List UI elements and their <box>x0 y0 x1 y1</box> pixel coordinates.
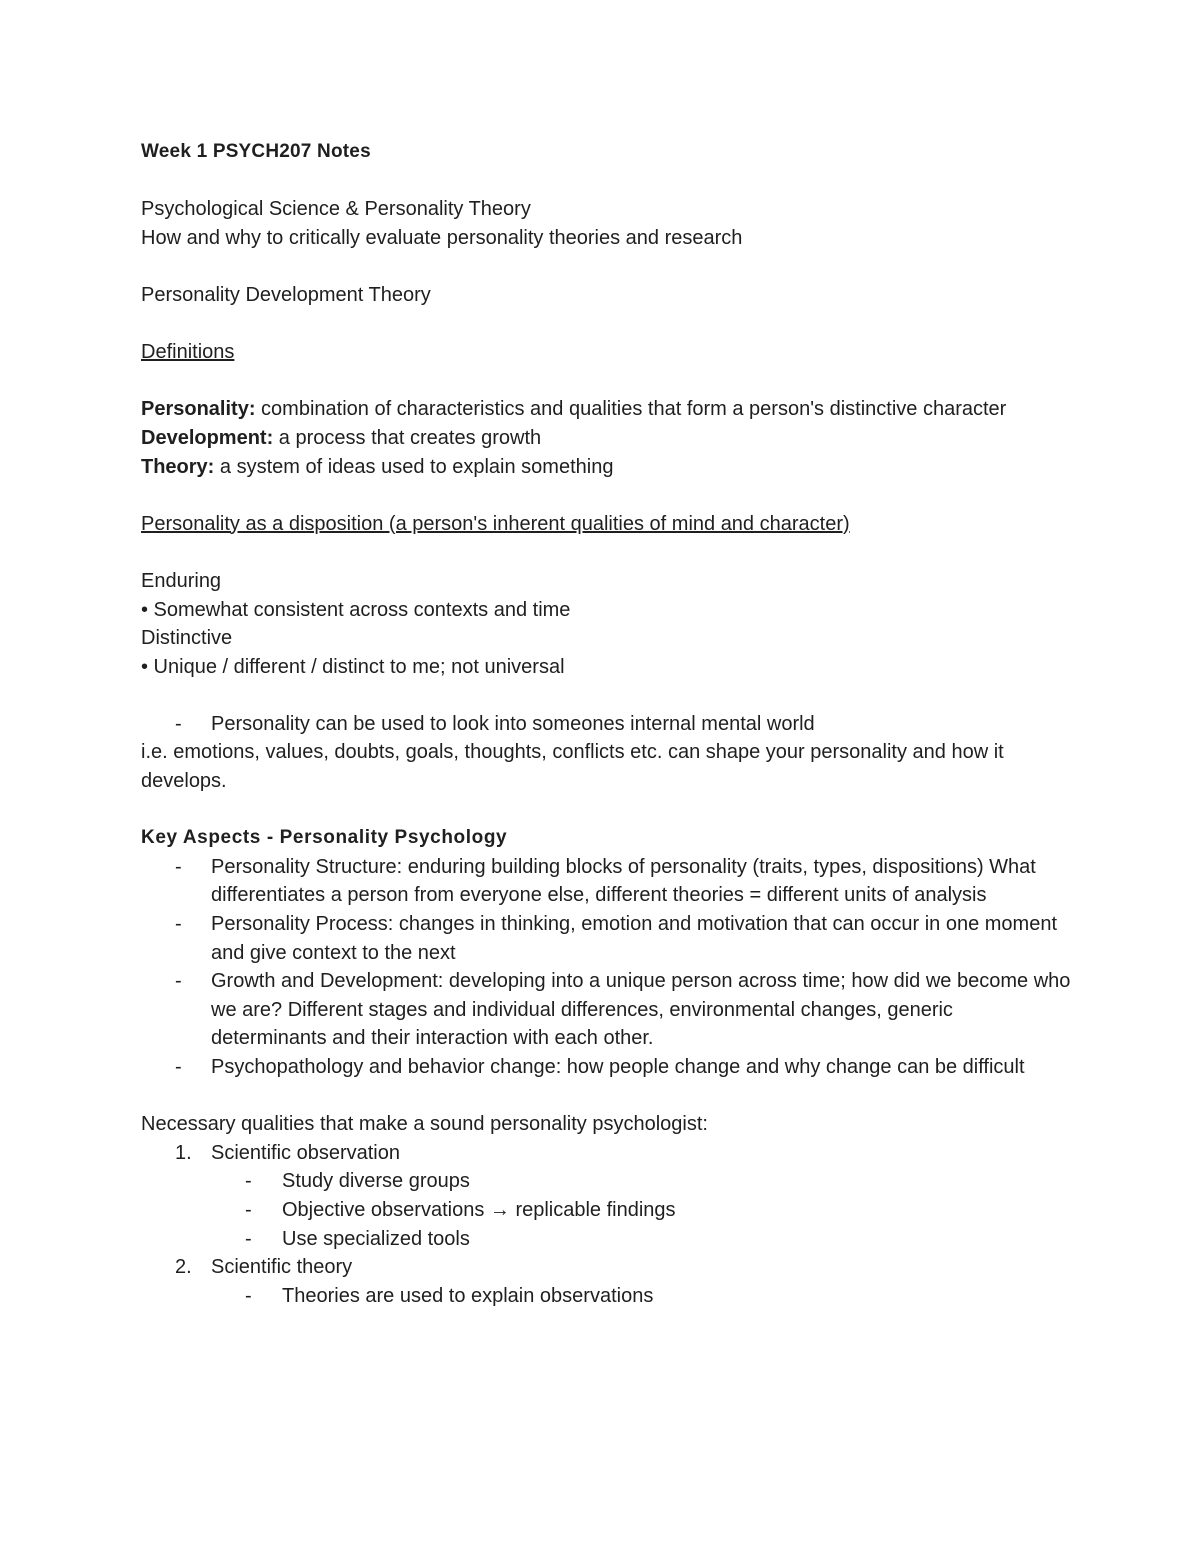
intro-line-2: How and why to critically evaluate personality theories and research <box>141 226 743 249</box>
disposition-heading: Personality as a disposition (a person's inherent qualities of mind and character) <box>141 512 850 535</box>
spacer <box>141 681 1071 710</box>
sub-list <box>141 1282 1071 1311</box>
list-item-text: Personality Process: changes in thinking, emotion and motivation that can occur in one moment and give context to the next <box>211 913 1058 964</box>
spacer <box>141 796 1071 825</box>
enduring-label: Enduring <box>141 569 222 592</box>
list-item-text: Use specialized tools <box>282 1227 470 1250</box>
qualities-list <box>141 1253 1071 1282</box>
definition-term: Development: <box>141 426 274 449</box>
list-item-text: Psychopathology and behavior change: how people change and why change can be difficult <box>211 1056 1025 1078</box>
intro-line-3: Personality Development Theory <box>141 283 431 306</box>
number-marker: 1. <box>175 1141 192 1164</box>
list-item-text: Study diverse groups <box>282 1170 470 1193</box>
spacer <box>141 252 1071 281</box>
dash-marker: - <box>175 1056 182 1078</box>
dash-marker: - <box>245 1198 252 1221</box>
dash-marker: - <box>175 970 182 993</box>
qualities-heading: Necessary qualities that make a sound personality psychologist: <box>141 1113 708 1136</box>
dash-marker: - <box>245 1170 252 1193</box>
sub-list-item <box>141 1167 1071 1196</box>
list-item-text: Objective observations → replicable findings <box>282 1198 676 1221</box>
number-marker: 2. <box>175 1256 192 1279</box>
list-item <box>141 967 1071 1053</box>
dash-marker: - <box>175 913 182 936</box>
list-item <box>141 1053 1071 1082</box>
definition-term: Theory: <box>141 455 215 478</box>
spacer <box>141 538 1071 567</box>
definition-text: a process that creates growth <box>273 426 542 449</box>
dash-marker: - <box>175 712 182 735</box>
sub-list-item <box>141 1225 1071 1254</box>
sub-list-item <box>141 1282 1071 1311</box>
spacer <box>141 1082 1071 1111</box>
definition-personality <box>141 395 1071 424</box>
document-page <box>141 138 1071 1310</box>
qualities-list <box>141 1139 1071 1168</box>
definition-text: a system of ideas used to explain something <box>214 455 614 478</box>
dash-marker: - <box>245 1227 252 1250</box>
key-aspects-heading: Key Aspects - Personality Psychology <box>141 827 508 849</box>
sub-list-item <box>141 1196 1071 1225</box>
list-item-text: Personality can be used to look into someones internal mental world <box>211 712 815 735</box>
dash-marker: - <box>175 855 182 878</box>
list-item-text: Personality Structure: enduring building blocks of personality (traits, types, dispositions) What differentiates a person from everyone else, different theories = different units of analysis <box>211 855 1036 907</box>
list-item <box>141 910 1071 967</box>
list-item-text: Scientific observation <box>211 1141 400 1164</box>
spacer <box>141 167 1071 196</box>
definition-text: combination of characteristics and qualities that form a person's distinctive character <box>255 398 1007 421</box>
list-item <box>141 1253 1071 1282</box>
list-item-text: Growth and Development: developing into a unique person across time; how did we become who we are? Different stages and individual differences, environmental changes, generic determinants and their interaction with each other. <box>211 970 1071 1050</box>
list-item-text: Theories are used to explain observations <box>282 1284 654 1307</box>
spacer <box>141 481 1071 510</box>
ie-text: i.e. emotions, values, doubts, goals, thoughts, conflicts etc. can shape your personality and how it develops. <box>141 741 1004 793</box>
definition-term: Personality: <box>141 398 256 421</box>
key-aspects-list <box>141 853 1071 1082</box>
spacer <box>141 367 1071 396</box>
list-item <box>141 710 1071 739</box>
distinctive-label: Distinctive <box>141 627 233 650</box>
list-item <box>141 853 1071 910</box>
definition-theory <box>141 453 1071 482</box>
document-title: Week 1 PSYCH207 Notes <box>141 141 371 162</box>
spacer <box>141 310 1071 339</box>
enduring-bullet: • Somewhat consistent across contexts and time <box>141 598 571 621</box>
dash-marker: - <box>245 1284 252 1307</box>
distinctive-bullet: • Unique / different / distinct to me; not universal <box>141 655 565 678</box>
list-item-text: Scientific theory <box>211 1256 353 1279</box>
sub-list <box>141 1167 1071 1253</box>
definitions-heading: Definitions <box>141 341 235 364</box>
definition-development <box>141 424 1071 453</box>
intro-line-1: Psychological Science & Personality Theory <box>141 198 531 221</box>
list-item <box>141 1139 1071 1168</box>
